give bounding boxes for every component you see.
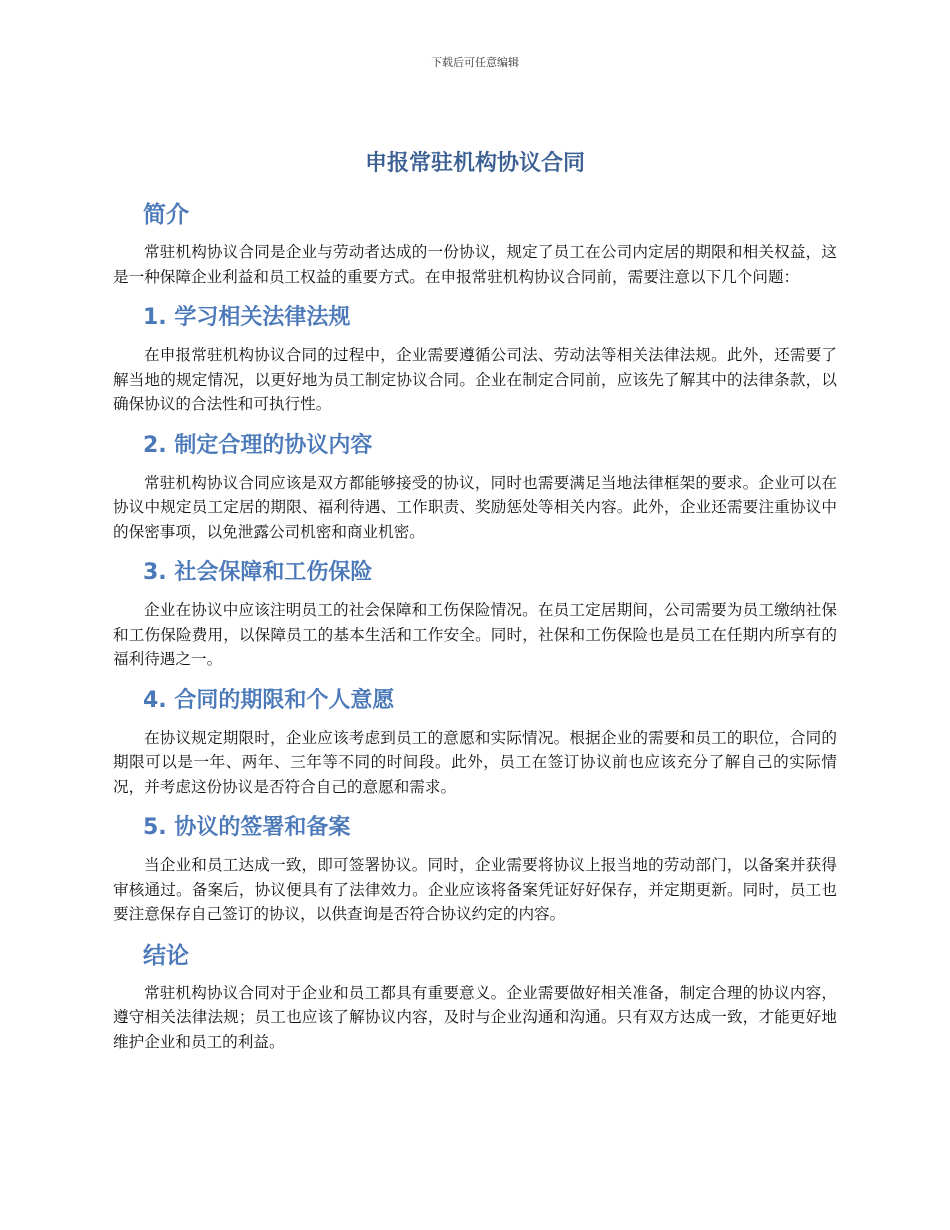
- section-laws: [113, 299, 837, 417]
- section-conclusion: [113, 937, 837, 1055]
- section-paragraph-conclusion: 常驻机构协议合同对于企业和员工都具有重要意义。企业需要做好相关准备，制定合理的协议内容，遵守相关法律法规；员工也应该了解协议内容，及时与企业沟通和沟通。只有双方达成一致，才能更好地维护企业和员工的利益。: [113, 983, 837, 1051]
- section-heading-insurance: 3. 社会保障和工伤保险: [143, 560, 373, 585]
- section-signing: [113, 809, 837, 927]
- section-paragraph-content: 常驻机构协议合同应该是双方都能够接受的协议，同时也需要满足当地法律框架的要求。企业可以在协议中规定员工定居的期限、福利待遇、工作职责、奖励惩处等相关内容。此外，企业还需要注重协议中的保密事项，以免泄露公司机密和商业机密。: [113, 473, 837, 541]
- section-heading-term: 4. 合同的期限和个人意愿: [143, 687, 395, 713]
- section-paragraph-term: 在协议规定期限时，企业应该考虑到员工的意愿和实际情况。根据企业的需要和员工的职位，合同的期限可以是一年、两年、三年等不同的时间段。此外，员工在签订协议前也应该充分了解自己的实际情况，并考虑这份协议是否符合自己的意愿和需求。: [113, 728, 837, 796]
- document-title: 申报常驻机构协议合同: [364, 151, 585, 176]
- section-content: [113, 427, 837, 545]
- section-heading-conclusion: 结论: [143, 942, 189, 969]
- section-term: [113, 682, 837, 800]
- section-intro: [113, 196, 837, 289]
- section-heading-signing: 5. 协议的签署和备案: [143, 815, 351, 840]
- section-paragraph-insurance: 企业在协议中应该注明员工的社会保障和工伤保险情况。在员工定居期间，公司需要为员工缴纳社保和工伤保险费用，以保障员工的基本生活和工作安全。同时，社保和工伤保险也是员工在任期内所享有的福利待遇之一。: [113, 601, 837, 668]
- header-note: 下载后可任意编辑: [431, 56, 519, 69]
- section-insurance: [113, 554, 837, 672]
- section-paragraph-signing: 当企业和员工达成一致，即可签署协议。同时，企业需要将协议上报当地的劳动部门，以备案并获得审核通过。备案后，协议便具有了法律效力。企业应该将备案凭证好好保存，并定期更新。同时，员工也要注意保存自己签订的协议，以供查询是否符合协议约定的内容。: [113, 856, 837, 923]
- section-heading-content: 2. 制定合理的协议内容: [143, 432, 373, 458]
- section-heading-laws: 1. 学习相关法律法规: [143, 305, 351, 330]
- section-heading-intro: 简介: [143, 202, 189, 228]
- document-content: [113, 146, 837, 1064]
- section-paragraph-laws: 在申报常驻机构协议合同的过程中，企业需要遵循公司法、劳动法等相关法律法规。此外，还需要了解当地的规定情况，以更好地为员工制定协议合同。企业在制定合同前，应该先了解其中的法律条款，以确保协议的合法性和可执行性。: [113, 346, 837, 413]
- section-paragraph-intro: 常驻机构协议合同是企业与劳动者达成的一份协议，规定了员工在公司内定居的期限和相关权益，这是一种保障企业利益和员工权益的重要方式。在申报常驻机构协议合同前，需要注意以下几个问题：: [113, 243, 837, 286]
